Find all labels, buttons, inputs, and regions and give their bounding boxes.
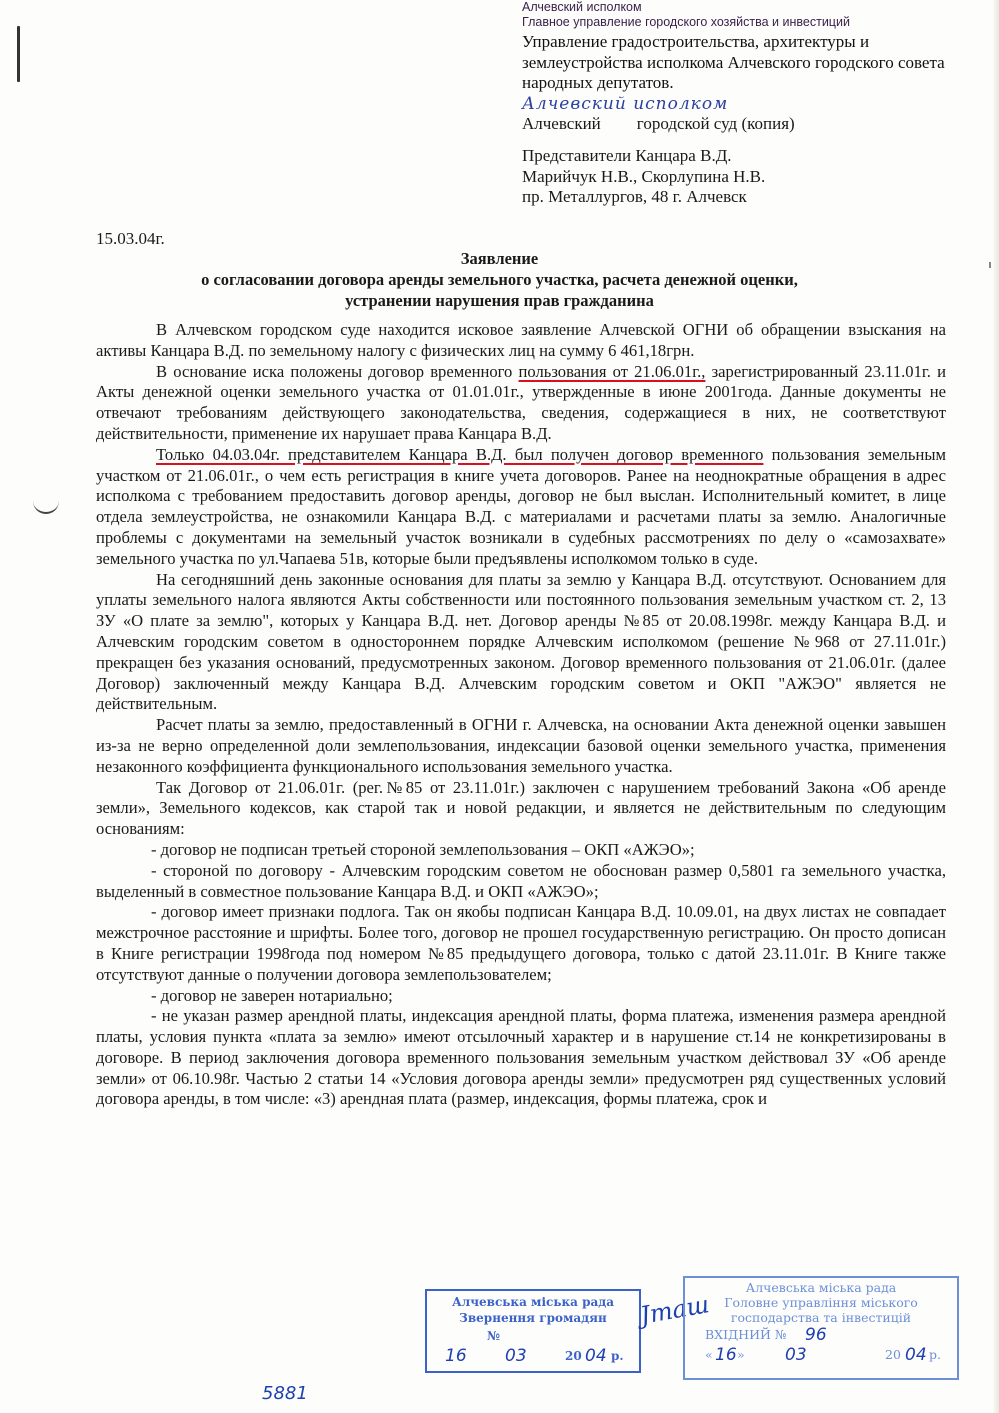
copy-recipient-court: городской суд (копия) [636, 113, 795, 133]
stamp-year: 04 [905, 1345, 927, 1365]
paragraph: Так Договор от 21.06.01г. (рег.№85 от 23.11.01г.) заключен с нарушением требований Закона «Об аренде земли», Земельного кодексов, как старой так и новой редакции, и является не действительным по следующим основаниям: [96, 777, 946, 839]
citizen-appeals-stamp [425, 1289, 641, 1373]
list-item: - договор не заверен нотариально; [151, 985, 393, 1005]
paragraph [96, 362, 946, 445]
stamp-year-end: р. [611, 1349, 624, 1363]
stamp-year-prefix: 20 [885, 1347, 901, 1362]
stamp-day: 16 [715, 1345, 737, 1365]
paragraph: На сегодняшний день законные основания для платы за землю у Канцара В.Д. отсутствуют. Основанием для уплаты земельного налога являются Акты собственности или постоянного пользования земельным участком ст. 2, 13 ЗУ «О плате за землю", которых у Канцара В.Д. нет. Договор аренды №85 от 20.08.1998г. между Канцара В.Д. и Алчевским городским советом в одностороннем порядке Алчевским исполкомом (решение №968 от 27.11.01г.) прекращен без указания оснований, предусмотренных законом. Договор временного пользования от 21.06.01г. (далее Договор) заключенный между Канцара В.Д. Алчевским городским советом и ОКП "АЖЭО" является не действительным. [96, 569, 946, 714]
handwritten-addressee: Алчевский исполком [522, 93, 729, 114]
paragraph: Расчет платы за землю, предоставленный в ОГНИ г. Алчевска, на основании Акта денежной оценки завышен из-за не верно определенной доли землепользования, индексации базовой оценки земельного участка, применения незаконного коэффициента функционального использования земельного участка. [96, 715, 946, 776]
red-underlined-text: Только 04.03.04г. представителем Канцара В.Д. был получен договор временного [156, 444, 764, 464]
paragraph-text: пользования земельным участком от 21.06.01г., о чем есть регистрация в книге учета договоров. Ранее на неоднократные обращения в адрес исполкома с требованием предоставить договор аренды, договор не был выслан. Исполнительный комитет, в лице отдела землеустройства, не ознакомили Канцара В.Д. с материалами и расчетами платы за землю. Аналогичные проблемы с документами на земельный участок возникали в судебных рассмотрениях по делу о «самозахвате» земельного участка по ул.Чапаева 51в, которые были предъявлены исполкомом только в суде. [96, 444, 946, 568]
paragraph-text: зарегистрированный 23.11.01г. и Акты денежной оценки земельного участка от 01.01.01г., утвержденные в июне 2001года. Данные документы не отвечают требованиям действующего законодательства, сведения, содержащиеся в них, не соответствуют действительности, применение их нарушает права Канцара В.Д. [96, 361, 947, 443]
stamp-line: Головне управління міського [724, 1295, 918, 1310]
stamp-quote-open: « [705, 1347, 713, 1362]
stamp-incoming-number: 96 [805, 1325, 827, 1345]
stamp-line: господарства та інвестицій [730, 1310, 912, 1325]
representatives-line: пр. Металлургов, 48 г. Алчевск [522, 187, 747, 206]
punch-hole-mark [33, 498, 59, 514]
stamp-day: 16 [445, 1346, 467, 1366]
stamp-quote-close: » [737, 1347, 745, 1362]
stamp-number-row [427, 1326, 639, 1346]
representatives-line: Представители Канцара В.Д. [522, 146, 732, 165]
list-item: - не указан размер арендной платы, индексация арендной платы, форма платежа, изменения размера арендной платы, условия пункта «плата за землю» имеют отсылочный характер и в нарушение ст.14 не конкретизированы в договоре. В период заключения договора временного пользования земельным участком действовал ЗУ «Об аренде земли» от 06.10.98г. Частью 2 статьи 14 «Условия договора аренды земли» предусмотрен ряд существенных условий договора аренды, в том числе: «3) арендная плата (размер, индексация, формы платежа, срок и [96, 1006, 946, 1109]
page-edge-shadow [993, 0, 999, 1413]
representatives-block [522, 146, 992, 208]
incoming-registration-stamp [683, 1276, 959, 1380]
document-subtitle-line-2: устранении нарушения прав гражданина [345, 291, 654, 310]
stamp-number-row [685, 1325, 957, 1345]
stamp-year: 04 [585, 1346, 607, 1366]
document-body [96, 320, 946, 1110]
header-block [522, 0, 992, 208]
stamp-incoming-label: ВХІДНИЙ № [705, 1327, 787, 1342]
stamp-month: 03 [785, 1345, 807, 1365]
red-underlined-text: пользования от 21.06.01г., [518, 361, 706, 381]
stamp-month: 03 [505, 1346, 527, 1366]
paragraph [96, 445, 946, 570]
representatives-line: Марийчук Н.В., Скорлупина Н.В. [522, 166, 766, 186]
stamp-line: Алчевська міська рада [745, 1280, 897, 1295]
handwritten-signature: Jташ [638, 1290, 712, 1330]
stamp-line: Звернення громадян [459, 1311, 607, 1325]
list-item: - стороной по договору - Алчевским городским советом не обоснован размер 0,5801 га земельного участка, выделенный в совместное пользование Канцара В.Д. и ОКП «АЖЭО»; [96, 860, 946, 901]
list-item: - договор не подписан третьей стороной землепользования – ОКП «АЖЭО»; [151, 839, 695, 859]
document-date: 15.03.04г. [96, 229, 165, 248]
copy-recipient [522, 114, 992, 135]
header-org-line-1: Алчевский исполком [522, 0, 642, 14]
list-item: - договор имеет признаки подлога. Так он якобы подписан Канцара В.Д. 10.09.01, на двух листах не совпадает межстрочное расстояние и шрифты. Более того, договор не прошел государственную регистрацию. Он просто дописан в Книге регистрации 1998года под номером №85 предыдущего договора, только с датой 23.11.01г. В Книге также отсутствуют данные о получении договора землепользователем; [96, 902, 946, 984]
handwritten-margin-number: 5881 [262, 1383, 308, 1404]
document-title: Заявление [460, 249, 539, 268]
copy-recipient-city: Алчевский [522, 113, 601, 133]
header-org-line-2: Главное управление городского хозяйства и инвестиций [522, 15, 850, 29]
staple-mark [17, 26, 20, 82]
stamp-number-label: № [487, 1329, 501, 1343]
stamp-year-end: р. [929, 1347, 941, 1362]
stamp-year-prefix: 20 [565, 1349, 582, 1363]
document-subtitle-line-1: о согласовании договора аренды земельного участка, расчета денежной оценки, [201, 270, 798, 289]
paragraph: В Алчевском городском суде находится исковое заявление Алчевской ОГНИ об обращении взыскания на активы Канцара В.Д. по земельному налогу с физических лиц на сумму 6 461,18грн. [96, 320, 946, 360]
stamp-line: Алчевська міська рада [451, 1295, 615, 1309]
paragraph-text: В основание иска положены договор временного [156, 361, 519, 381]
stamp-date-row [685, 1345, 957, 1365]
stamp-date-row [427, 1346, 639, 1366]
addressee: Управление градостроительства, архитектуры и землеустройства исполкома Алчевского городского совета народных депутатов. [522, 32, 945, 92]
